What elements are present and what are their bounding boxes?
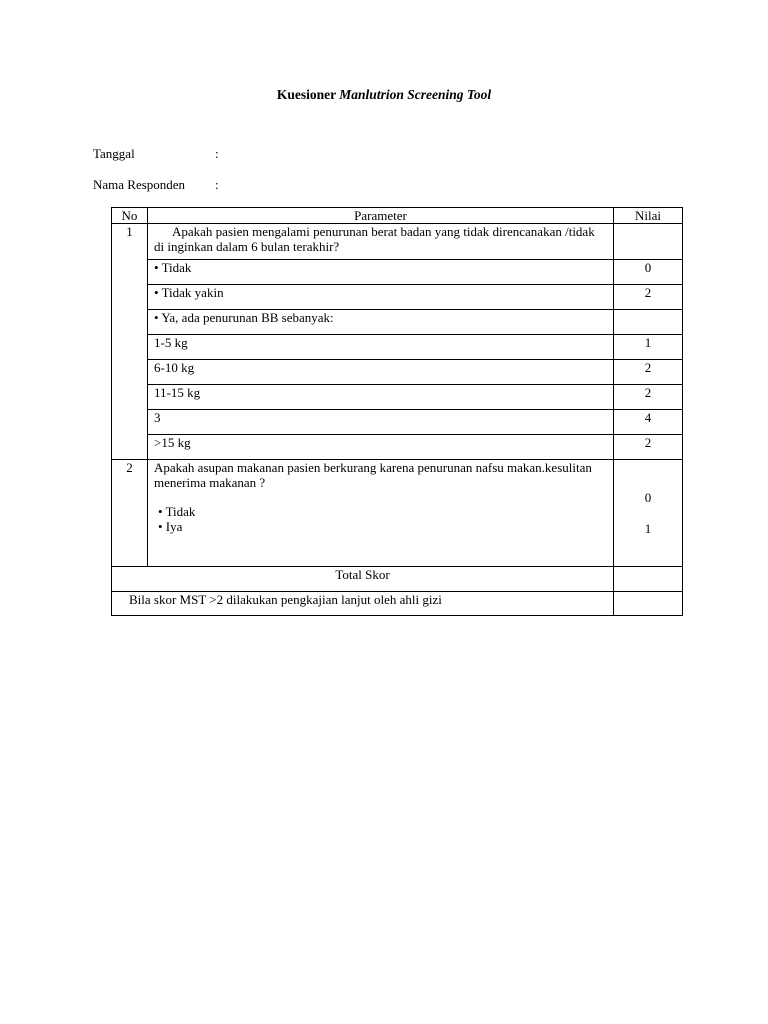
table-row-note — [112, 592, 683, 616]
q1-option-nilai — [614, 310, 683, 335]
table-header-row — [112, 208, 683, 224]
table-row — [112, 410, 683, 435]
field-nama-responden — [93, 177, 219, 193]
table-row — [112, 310, 683, 335]
table-row-total — [112, 567, 683, 592]
field-label-nama-responden: Nama Responden — [93, 177, 186, 192]
note-nilai-empty — [614, 592, 683, 616]
q1-option-nilai: 2 — [614, 285, 683, 310]
table-row — [112, 260, 683, 285]
q1-option-nilai: 2 — [614, 360, 683, 385]
q1-option-label: 11-15 kg — [148, 385, 614, 410]
q1-nilai-empty — [614, 224, 683, 260]
q1-option-label: 1-5 kg — [148, 335, 614, 360]
screening-table — [111, 207, 683, 616]
q1-option-label: 6-10 kg — [148, 360, 614, 385]
q1-question: Apakah pasien mengalami penurunan berat badan yang tidak direncanakan /tidak di inginkan dalam 6 bulan terakhir? — [148, 224, 614, 260]
page-title — [0, 87, 768, 103]
q1-option-nilai: 0 — [614, 260, 683, 285]
q2-option-label: • Iya — [158, 519, 183, 534]
table-row-q1 — [112, 224, 683, 260]
q2-number: 2 — [112, 460, 148, 567]
total-skor-label: Total Skor — [112, 567, 614, 592]
q2-option-nilai: 1 — [644, 521, 652, 536]
table-row — [112, 335, 683, 360]
q2-options — [154, 504, 607, 534]
q2-option-nilai: 0 — [644, 490, 652, 505]
header-no: No — [112, 208, 148, 224]
title-prefix: Kuesioner — [276, 87, 336, 102]
field-tanggal — [93, 146, 219, 162]
q2-parameter-cell — [148, 460, 614, 567]
q1-option-nilai: 2 — [614, 435, 683, 460]
q2-question: Apakah asupan makanan pasien berkurang karena penurunan nafsu makan.kesulitan menerima makanan ? — [154, 460, 592, 490]
q1-option-nilai: 4 — [614, 410, 683, 435]
q1-option-label: • Ya, ada penurunan BB sebanyak: — [148, 310, 614, 335]
table-row-q2 — [112, 460, 683, 567]
header-parameter: Parameter — [148, 208, 614, 224]
field-label-tanggal: Tanggal — [93, 146, 135, 161]
q2-option-label: • Tidak — [158, 504, 196, 519]
q1-option-nilai: 1 — [614, 335, 683, 360]
field-colon-tanggal: : — [215, 146, 219, 161]
q1-number: 1 — [112, 224, 148, 460]
field-colon-nama-responden: : — [215, 177, 219, 192]
title-italic: Manlutrion Screening Tool — [339, 87, 492, 102]
table-row — [112, 435, 683, 460]
total-skor-value — [614, 567, 683, 592]
table-row — [112, 385, 683, 410]
q1-option-label: >15 kg — [148, 435, 614, 460]
mst-note: Bila skor MST >2 dilakukan pengkajian lanjut oleh ahli gizi — [112, 592, 614, 616]
q1-option-label: 3 — [148, 410, 614, 435]
q1-option-label: • Tidak yakin — [148, 285, 614, 310]
q1-option-label: • Tidak — [148, 260, 614, 285]
q1-option-nilai: 2 — [614, 385, 683, 410]
q2-nilai-cell — [614, 460, 683, 567]
table-row — [112, 360, 683, 385]
header-nilai: Nilai — [614, 208, 683, 224]
table-row — [112, 285, 683, 310]
